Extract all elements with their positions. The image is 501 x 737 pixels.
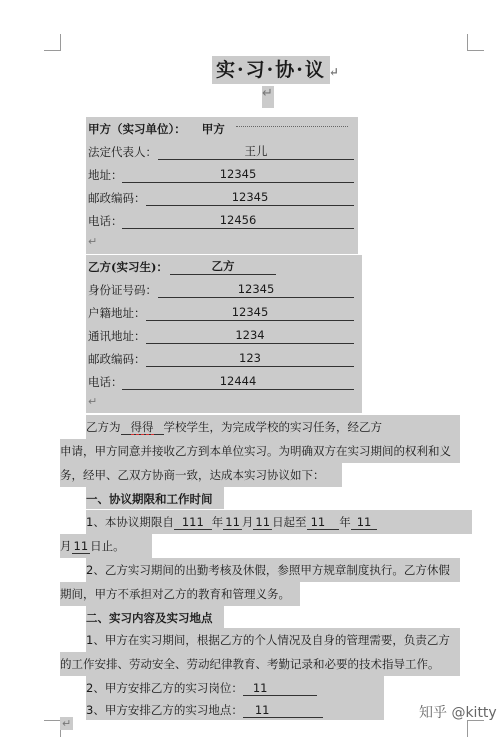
party-b-block — [86, 255, 362, 413]
paragraph-mark: ↵ — [262, 86, 274, 108]
start-day-field[interactable]: 11 — [255, 515, 271, 529]
party-a-heading: 甲方（实习单位）： — [88, 121, 186, 136]
phone-label: 电话： — [88, 213, 123, 228]
hukou-label: 户籍地址： — [88, 305, 146, 320]
party-b-postcode-label: 邮政编码： — [88, 351, 146, 366]
paragraph-mark: ↵ — [62, 717, 72, 730]
position-field[interactable]: 11 — [243, 681, 318, 696]
content-line-2: 的工作安排、劳动安全、劳动纪律教育、考勤记录和必要的技术指导工作。 — [60, 652, 460, 676]
paragraph-mark: ↵ — [88, 395, 98, 408]
mail-label: 通讯地址： — [88, 328, 146, 343]
fill-dots — [236, 126, 348, 128]
hukou-field[interactable]: 12345 — [146, 306, 354, 321]
postcode-label: 邮政编码： — [88, 190, 146, 205]
party-b-postcode-field[interactable]: 123 — [146, 352, 354, 367]
location-line: 3、甲方安排乙方的实习地点： 11 — [86, 698, 384, 720]
party-a-block — [86, 117, 358, 254]
phone-field[interactable]: 12456 — [122, 214, 354, 229]
school-field[interactable]: 得得 — [121, 420, 164, 435]
party-b-heading: 乙方(实习生)： — [88, 259, 168, 274]
document-title: 实·习·协·议 ↵ — [212, 56, 330, 84]
intro-line-3: 务，经甲、乙双方协商一致，达成本实习协议如下： — [60, 463, 342, 487]
section-1-heading: 一、协议期限和工作时间 — [86, 487, 224, 509]
party-b-name[interactable]: 乙方 — [170, 260, 276, 275]
watermark: 知乎 @kitty — [419, 705, 497, 721]
phone-row — [86, 209, 257, 232]
term-line-1: 1、本协议期限自 111 年 11 月 11 日起至 11 年 11 — [86, 510, 472, 534]
intro-text: 学校学生，为完成学校的实习任务，经乙方 — [163, 420, 382, 434]
postcode-field[interactable]: 12345 — [146, 191, 354, 206]
location-field[interactable]: 11 — [243, 703, 324, 718]
end-month-field[interactable]: 11 — [351, 515, 378, 530]
intro-line-1 — [86, 415, 460, 439]
address-field[interactable]: 12345 — [122, 168, 354, 183]
page-corner-bottom-right — [467, 720, 484, 737]
party-a-heading-row — [86, 117, 225, 140]
hukou-row — [86, 301, 269, 324]
postcode-row — [86, 186, 269, 209]
page-corner-top-left — [44, 34, 61, 51]
mail-field[interactable]: 1234 — [146, 329, 354, 344]
content-line-1: 1、甲方在实习期间，根据乙方的个人情况及自身的管理需要，负责乙方 — [86, 628, 460, 652]
id-row — [86, 278, 275, 301]
end-day-field[interactable]: 11 — [73, 539, 89, 553]
mail-row — [86, 324, 265, 347]
legal-rep-row — [86, 140, 268, 163]
end-year-field[interactable]: 11 — [307, 515, 340, 530]
party-b-phone-row — [86, 370, 257, 393]
party-b-phone-field[interactable]: 12444 — [122, 375, 354, 390]
page-corner-top-right — [467, 34, 484, 51]
attendance-line-1: 2、乙方实习期间的出勤考核及休假，参照甲方规章制度执行。乙方休假 — [86, 558, 460, 582]
start-year-field[interactable]: 111 — [174, 515, 212, 530]
legal-rep-field[interactable]: 王儿 — [158, 145, 354, 160]
party-a-name[interactable]: 甲方 — [201, 121, 225, 136]
party-b-postcode-row — [86, 347, 261, 370]
paragraph-mark: ↵ — [88, 235, 98, 248]
position-line: 2、甲方安排乙方的实习岗位： 11 — [86, 676, 384, 698]
start-month-field[interactable]: 11 — [225, 515, 240, 529]
party-b-heading-row — [86, 255, 235, 278]
id-field[interactable]: 12345 — [158, 283, 354, 298]
id-label: 身份证号码： — [88, 282, 157, 297]
intro-line-2: 申请，甲方同意并接收乙方到本单位实习。为明确双方在实习期间的权利和义 — [60, 439, 460, 463]
legal-rep-label: 法定代表人： — [88, 144, 157, 159]
address-label: 地址： — [88, 167, 123, 182]
party-b-phone-label: 电话： — [88, 374, 123, 389]
page-corner-bottom-left — [44, 720, 61, 737]
attendance-line-2: 期间，甲方不承担对乙方的教育和管理义务。 — [60, 582, 300, 606]
intro-text: 乙方为 — [86, 420, 121, 434]
section-2-heading: 二、实习内容及实习地点 — [86, 606, 224, 628]
term-line-2: 月 11 日止。 — [60, 534, 152, 558]
address-row — [86, 163, 257, 186]
